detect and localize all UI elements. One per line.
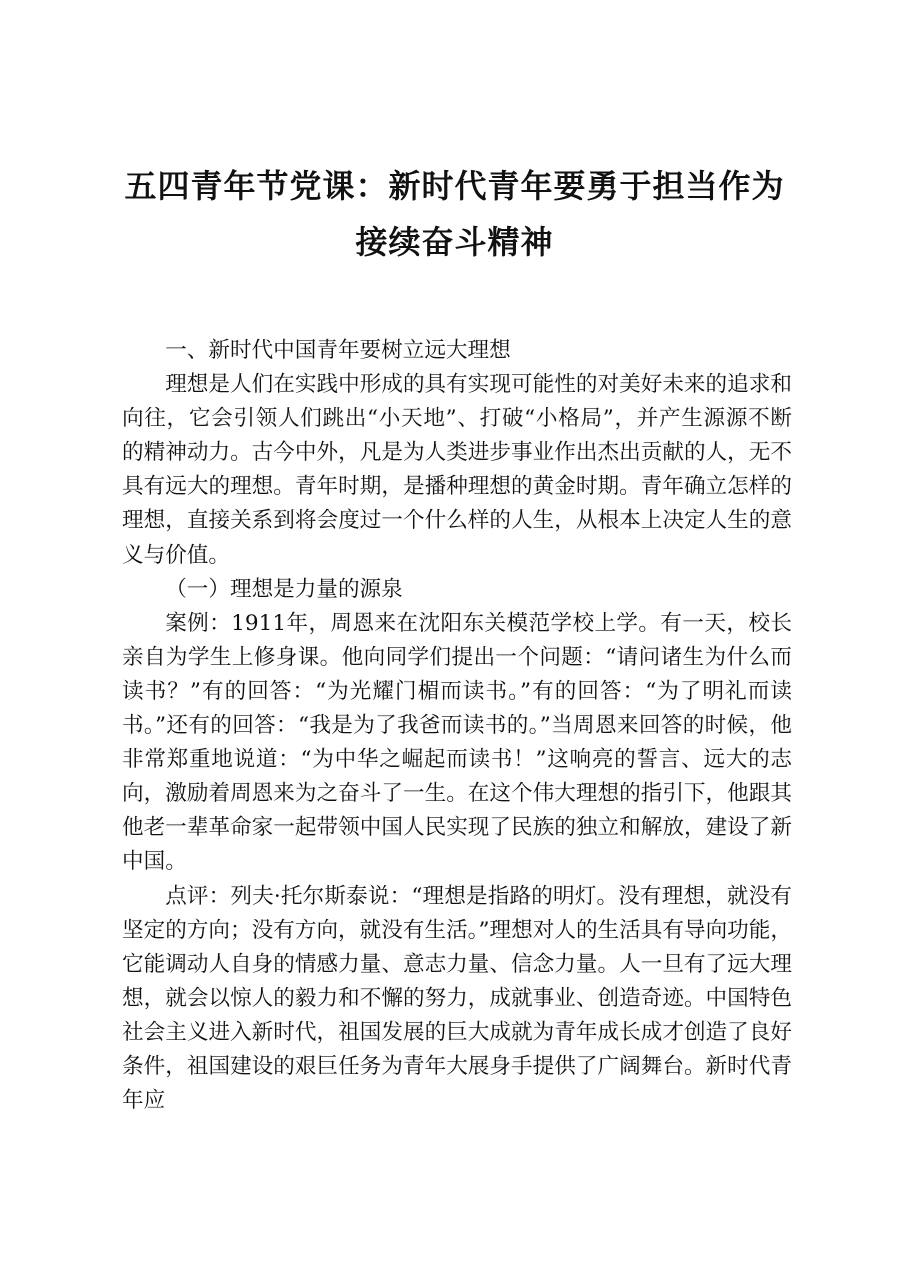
comment-paragraph: 点评：列夫·托尔斯泰说：“理想是指路的明灯。没有理想，就没有坚定的方向；没有方向，就没有生活。”理想对人的生活具有导向功能，它能调动人自身的情感力量、意志力量、信念力量。人一旦有了远大理想，就会以惊人的毅力和不懈的努力，成就事业、创造奇迹。中国特色社会主义进入新时代，祖国发展的巨大成就为青年成长成才创造了良好条件，祖国建设的艰巨任务为青年大展身手提供了广阔舞台。新时代青年应 xyxy=(122,883,792,1114)
document-body xyxy=(122,334,792,1118)
case-paragraph: 案例：1911年，周恩来在沈阳东关模范学校上学。有一天，校长亲自为学生上修身课。他向同学们提出一个问题：“请问诸生为什么而读书？”有的回答：“为光耀门楣而读书。”有的回答：“为了明礼而读书。”还有的回答：“我是为了我爸而读书的。”当周恩来回答的时候，他非常郑重地说道：“为中华之崛起而读书！”这响亮的誓言、远大的志向，激励着周恩来为之奋斗了一生。在这个伟大理想的指引下，他跟其他老一辈革命家一起带领中国人民实现了民族的独立和解放，建设了新中国。 xyxy=(122,610,792,875)
section-heading: 一、新时代中国青年要树立远大理想 xyxy=(165,338,511,363)
subsection-heading: （一）理想是力量的源泉 xyxy=(165,576,403,602)
document-title-line-2: 接续奋斗精神 xyxy=(355,223,554,261)
document-title-line-1: 五四青年节党课：新时代青年要勇于担当作为 xyxy=(124,167,785,205)
body-paragraph: 理想是人们在实践中形成的具有实现可能性的对美好未来的追求和向往，它会引领人们跳出“小天地”、打破“小格局”，并产生源源不断的精神动力。古今中外，凡是为人类进步事业作出杰出贡献的人，无不具有远大的理想。青年时期，是播种理想的黄金时期。青年确立怎样的理想，直接关系到将会度过一个什么样的人生，从根本上决定人生的意义与价值。 xyxy=(122,372,792,568)
